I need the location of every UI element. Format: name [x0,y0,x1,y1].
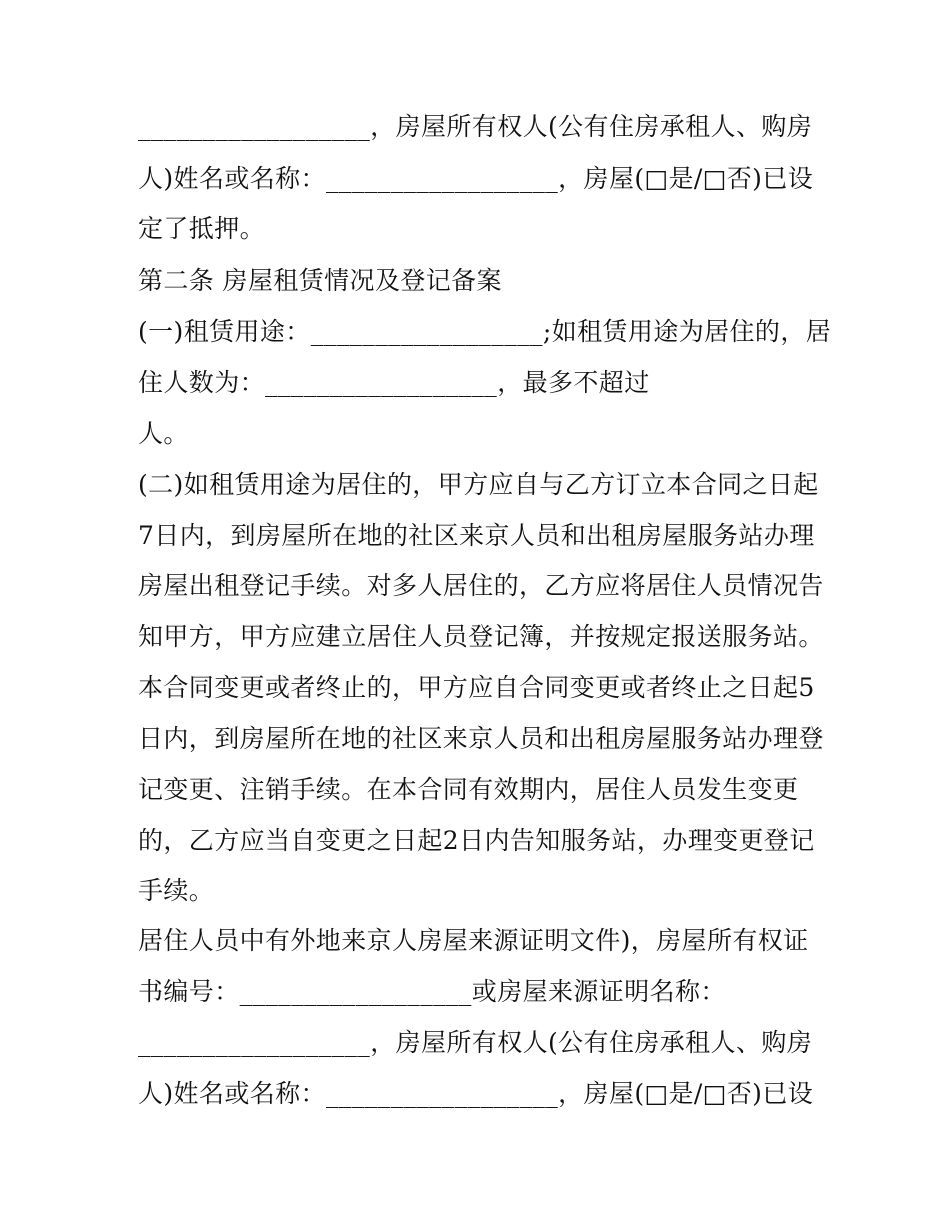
text-line: 人)姓名或名称：__________________，房屋(□是/□否)已设 [138,1079,814,1108]
text-line: 日内，到房屋所在地的社区来京人员和出租房屋服务站办理登 [138,724,824,753]
text-line: 手续。 [138,876,215,905]
text-line: __________________，房屋所有权人(公有住房承租人、购房 [138,112,813,141]
text-line: 人。 [138,419,189,448]
text-line: 记变更、注销手续。在本合同有效期内，居住人员发生变更 [138,775,799,804]
text-line: 7日内，到房屋所在地的社区来京人员和出租房屋服务站办理 [138,521,815,550]
text-line: 住人数为：__________________，最多不超过 [138,368,650,397]
text-line: (二)如租赁用途为居住的，甲方应自与乙方订立本合同之日起 [138,470,819,499]
text-line: (一)租赁用途：__________________;如租赁用途为居住的，居 [138,317,832,346]
text-line: 房屋出租登记手续。对多人居住的，乙方应将居住人员情况告 [138,571,824,600]
text-line: 书编号：__________________或房屋来源证明名称： [138,977,726,1006]
text-line: __________________，房屋所有权人(公有住房承租人、购房 [138,1028,813,1057]
text-line: 本合同变更或者终止的，甲方应自合同变更或者终止之日起5 [138,673,815,702]
section-heading: 第二条 房屋租赁情况及登记备案 [138,266,502,295]
text-line: 知甲方，甲方应建立居住人员登记簿，并按规定报送服务站。 [138,622,824,651]
text-line: 定了抵押。 [138,214,266,243]
text-line: 的，乙方应当自变更之日起2日内告知服务站，办理变更登记 [138,826,815,855]
text-line: 人)姓名或名称：__________________，房屋(□是/□否)已设 [138,164,814,193]
text-line: 居住人员中有外地来京人房屋来源证明文件)，房屋所有权证 [138,926,809,955]
